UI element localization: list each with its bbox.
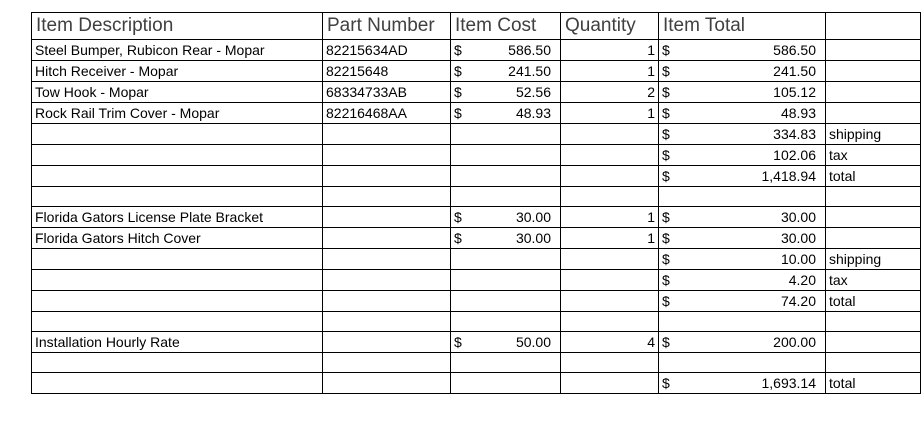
item-description: Installation Hourly Rate (32, 332, 323, 353)
summary-label: tax (826, 270, 921, 291)
spacer-row (32, 187, 921, 207)
currency-symbol: $ (454, 84, 462, 100)
note-cell (826, 61, 921, 82)
item-cost (451, 82, 561, 103)
item-description: Tow Hook - Mopar (32, 82, 323, 103)
currency-symbol: $ (662, 126, 670, 142)
grand-total-label: total (826, 373, 921, 394)
total-value: 241.50 (773, 63, 816, 79)
summary-row-total (32, 166, 921, 187)
item-cost (451, 228, 561, 249)
currency-symbol: $ (454, 63, 462, 79)
note-cell (826, 332, 921, 353)
item-description: Steel Bumper, Rubicon Rear - Mopar (32, 40, 323, 61)
summary-amount (659, 249, 826, 270)
item-description: Florida Gators License Plate Bracket (32, 207, 323, 228)
quantity: 1 (561, 103, 659, 124)
currency-symbol: $ (662, 334, 670, 350)
summary-amount (659, 145, 826, 166)
cost-value: 30.00 (515, 209, 551, 225)
cost-value: 52.56 (515, 84, 551, 100)
summary-amount (659, 270, 826, 291)
amount-value: 102.06 (773, 147, 816, 163)
note-cell (826, 82, 921, 103)
total-value: 30.00 (780, 230, 816, 246)
amount-value: 74.20 (780, 293, 816, 309)
quantity: 1 (561, 207, 659, 228)
summary-row-tax (32, 145, 921, 166)
header-note (826, 13, 921, 40)
cost-value: 48.93 (515, 105, 551, 121)
quantity: 4 (561, 332, 659, 353)
item-cost (451, 103, 561, 124)
cost-value: 586.50 (508, 42, 551, 58)
part-number: 82215648 (323, 61, 451, 82)
currency-symbol: $ (662, 230, 670, 246)
item-description: Florida Gators Hitch Cover (32, 228, 323, 249)
grand-total-row (32, 373, 921, 394)
table-row (32, 40, 921, 61)
currency-symbol: $ (454, 334, 462, 350)
currency-symbol: $ (454, 42, 462, 58)
summary-amount (659, 124, 826, 145)
note-cell (826, 40, 921, 61)
summary-label: shipping (826, 249, 921, 270)
currency-symbol: $ (662, 293, 670, 309)
table-row (32, 207, 921, 228)
table-row (32, 61, 921, 82)
grand-total-amount (659, 373, 826, 394)
summary-label: total (826, 166, 921, 187)
currency-symbol: $ (662, 84, 670, 100)
item-total (659, 61, 826, 82)
amount-value: 334.83 (773, 126, 816, 142)
total-value: 105.12 (773, 84, 816, 100)
total-value: 30.00 (780, 209, 816, 225)
note-cell (826, 228, 921, 249)
item-total (659, 103, 826, 124)
table-row (32, 332, 921, 353)
summary-amount (659, 166, 826, 187)
total-value: 48.93 (780, 105, 816, 121)
cost-value: 30.00 (515, 230, 551, 246)
summary-row-total (32, 291, 921, 312)
summary-label: total (826, 291, 921, 312)
header-description: Item Description (32, 13, 323, 40)
currency-symbol: $ (454, 209, 462, 225)
cost-value: 50.00 (515, 334, 551, 350)
item-cost (451, 332, 561, 353)
item-total (659, 332, 826, 353)
item-description: Rock Rail Trim Cover - Mopar (32, 103, 323, 124)
part-number: 82216468AA (323, 103, 451, 124)
item-description: Hitch Receiver - Mopar (32, 61, 323, 82)
currency-symbol: $ (662, 63, 670, 79)
summary-row-shipping (32, 249, 921, 270)
currency-symbol: $ (662, 251, 670, 267)
currency-symbol: $ (662, 272, 670, 288)
currency-symbol: $ (662, 168, 670, 184)
note-cell (826, 207, 921, 228)
item-total (659, 207, 826, 228)
header-item-total: Item Total (659, 13, 826, 40)
part-number: 68334733AB (323, 82, 451, 103)
item-total (659, 82, 826, 103)
quantity: 1 (561, 40, 659, 61)
summary-row-shipping (32, 124, 921, 145)
quantity: 2 (561, 82, 659, 103)
currency-symbol: $ (662, 147, 670, 163)
summary-label: shipping (826, 124, 921, 145)
header-quantity: Quantity (561, 13, 659, 40)
summary-row-tax (32, 270, 921, 291)
header-part-number: Part Number (323, 13, 451, 40)
item-total (659, 40, 826, 61)
currency-symbol: $ (662, 209, 670, 225)
quantity: 1 (561, 61, 659, 82)
currency-symbol: $ (662, 375, 670, 391)
amount-value: 4.20 (788, 272, 816, 288)
invoice-table (31, 12, 921, 394)
amount-value: 1,693.14 (761, 375, 816, 391)
total-value: 586.50 (773, 42, 816, 58)
header-row (32, 13, 921, 40)
table-row (32, 103, 921, 124)
currency-symbol: $ (454, 230, 462, 246)
part-number (323, 207, 451, 228)
spacer-row (32, 353, 921, 373)
quantity: 1 (561, 228, 659, 249)
currency-symbol: $ (662, 42, 670, 58)
summary-amount (659, 291, 826, 312)
part-number (323, 332, 451, 353)
table-row (32, 228, 921, 249)
total-value: 200.00 (773, 334, 816, 350)
item-cost (451, 40, 561, 61)
item-cost (451, 61, 561, 82)
summary-label: tax (826, 145, 921, 166)
item-cost (451, 207, 561, 228)
amount-value: 10.00 (780, 251, 816, 267)
currency-symbol: $ (662, 105, 670, 121)
item-total (659, 228, 826, 249)
table-row (32, 82, 921, 103)
header-item-cost: Item Cost (451, 13, 561, 40)
amount-value: 1,418.94 (761, 168, 816, 184)
spacer-row (32, 312, 921, 332)
currency-symbol: $ (454, 105, 462, 121)
part-number (323, 228, 451, 249)
note-cell (826, 103, 921, 124)
cost-value: 241.50 (508, 63, 551, 79)
part-number: 82215634AD (323, 40, 451, 61)
